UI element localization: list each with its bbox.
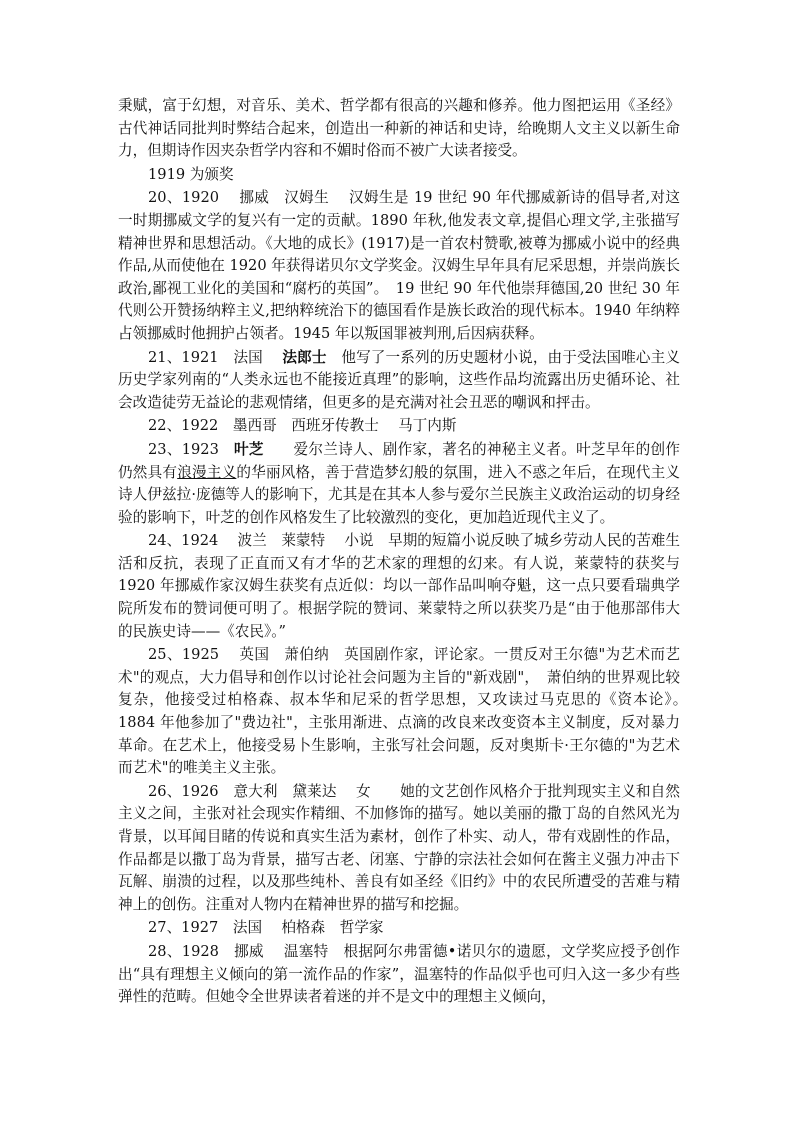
- author-name: 法郎士: [282, 348, 327, 366]
- text-segment: 22、1922 墨西哥 西班牙传教士 马丁内斯: [148, 417, 457, 435]
- paragraph: [118, 439, 680, 529]
- text-segment: 他写了一系列的历史题材小说，由于受法国唯心主义历史学家列南的“人类永远也不能接近真理”的影响，这些作品均流露出历史循环论、社会改造徒劳无益论的悲观情绪，但更多的是充满对社会丑恶的嘲讽和抨击。: [118, 348, 680, 411]
- text-segment: 27、1927 法国 柏格森 哲学家: [148, 919, 384, 937]
- paragraph: [118, 164, 680, 187]
- text-segment: 20、1920 挪威 汉姆生 汉姆生是 19 世纪 90 年代挪威新诗的倡导者,对这一时期挪威文学的复兴有一定的贡献。1890 年秋,他发表文章,提倡心理文学,主张描写精神世界和思想活动。《大地的成长》(1917)是一首农村赞歌,被尊为挪威小说中的经典作品,从而使他在 1920 年获得诺贝尔文学奖金。汉姆生早年具有尼采思想，并崇尚族长政治,鄙视工业化的美国和“腐朽的英国”。 19 世纪 90 年代他崇拜德国,20 世纪 30 年代则公开赞扬纳粹主义,把纳粹统治下的德国看作是族长政治的现代标本。1940 年纳粹占领挪威时他拥护占领者。1945 年以叛国罪被判刑,后因病获释。: [118, 189, 680, 342]
- text-segment: 24、1924 波兰 莱蒙特 小说 早期的短篇小说反映了城乡劳动人民的苦难生活和反抗，表现了正直而又有才华的艺术家的理想的幻来。有人说，莱蒙特的获奖与 1920 年挪威作家汉姆生获奖有点近似：均以一部作品叫响夺魁，这一点只要看瑞典学院所发布的赞词便可明了。根据学院的赞词、莱蒙特之所以获奖乃是“由于他那部伟大的民族史诗——《农民》。”: [118, 532, 685, 640]
- text-segment: 21、1921 法国: [148, 348, 283, 366]
- paragraph: [118, 530, 685, 643]
- text-segment: 1919 为颁奖: [148, 165, 234, 183]
- text-segment: 的华丽风格，善于营造梦幻般的氛围，进入不惑之年后，在现代主义诗人伊兹拉·庞德等人的影响下，尤其是在其本人参与爱尔兰民族主义政治运动的切身经验的影响下，叶芝的创作风格发生了比较激烈的变化，更加趋近现代主义了。: [118, 463, 680, 526]
- linked-term[interactable]: 浪漫主义: [177, 463, 237, 481]
- paragraph: [118, 95, 680, 163]
- text-segment: 25、1925 英国 萧伯纳 英国剧作家，评论家。一贯反对王尔德"为艺术而艺术"的观点，大力倡导和创作以讨论社会问题为主旨的"新戏剧"， 萧伯纳的世界观比较复杂，他接受过柏格森、叔本华和尼采的哲学思想，又攻读过马克思的《资本论》。 1884 年他参加了"费边社"，主张用渐进、点滴的改良来改变资本主义制度，反对暴力革命。在艺术上，他接受易卜生影响，主张写社会问题，反对奥斯卡·王尔德的"为艺术而艺术"的唯美主义主张。: [118, 646, 695, 777]
- document-body: [118, 95, 695, 1009]
- paragraph: [118, 917, 680, 940]
- paragraph: [118, 415, 680, 438]
- paragraph: [118, 941, 680, 1009]
- text-segment: 23、1923: [148, 440, 235, 458]
- text-segment: 爱尔兰诗人、剧作家，著名的神秘主义者。叶芝早年的创作仍然具有: [118, 440, 680, 481]
- paragraph: [118, 781, 680, 917]
- text-segment: 26、1926 意大利 黛莱达 女 她的文艺创作风格介于批判现实主义和自然主义之间，主张对社会现实作精细、不加修饰的描写。她以美丽的撒丁岛的自然风光为背景，以耳闻目睹的传说和真实生活为素材，创作了朴实、动人，带有戏剧性的作品，作品都是以撒丁岛为背景，描写古老、闭塞、宁静的宗法社会如何在酱主义强力冲击下瓦解、崩溃的过程，以及那些纯朴、善良有如圣经《旧约》中的农民所遭受的苦难与精神上的创伤。注重对人物内在精神世界的描写和挖掘。: [118, 782, 680, 913]
- text-segment: 秉赋，富于幻想，对音乐、美术、哲学都有很高的兴趣和修养。他力图把运用《圣经》古代神话同批判时弊结合起来，创造出一种新的神话和史诗，给晚期人文主义以新生命力，但期诗作因夹杂哲学内容和不媚时俗而不被广大读者接受。: [118, 97, 680, 160]
- author-name: 叶芝: [234, 440, 264, 458]
- text-segment: 28、1928 挪威 温塞特 根据阿尔弗雷德•诺贝尔的遗愿，文学奖应授予创作出“具有理想主义倾向的第一流作品的作家”，温塞特的作品似乎也可归入这一多少有些弹性的范畴。但她令全世界读者着迷的并不是文中的理想主义倾向，: [118, 942, 680, 1006]
- paragraph: [118, 644, 695, 780]
- paragraph: [118, 187, 680, 345]
- paragraph: [118, 347, 680, 415]
